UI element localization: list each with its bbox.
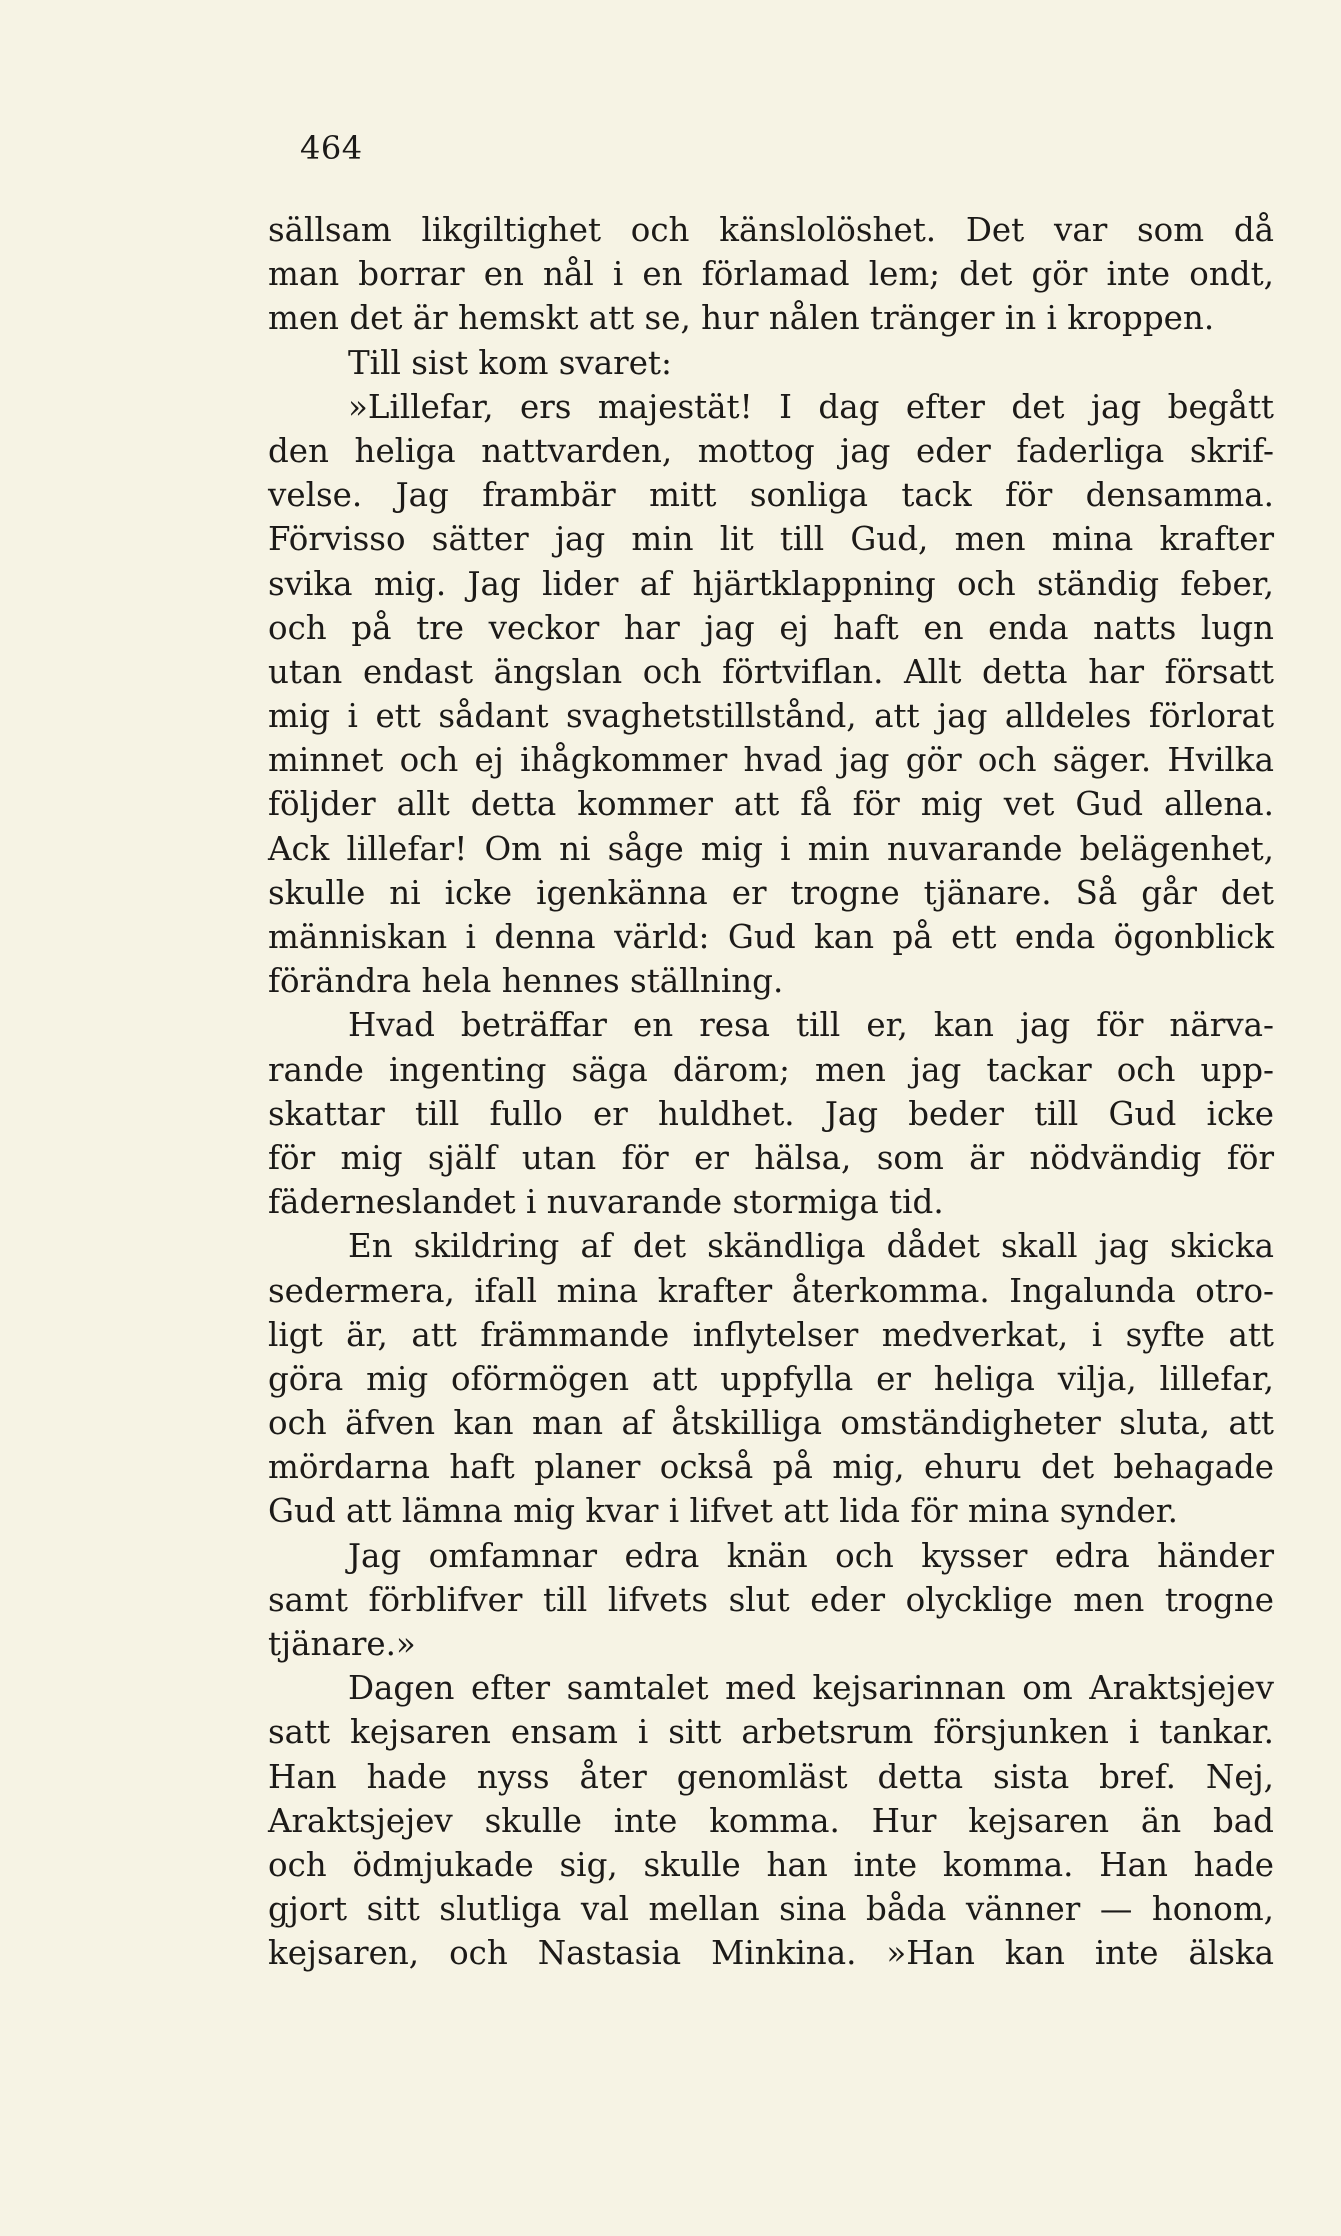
text-line: Han hade nyss åter genomläst detta sista bref. Nej,: [268, 1757, 1274, 1796]
text-line: Förvisso sätter jag min lit till Gud, men mina krafter: [268, 520, 1274, 559]
text-line: »Lillefar, ers majestät! I dag efter det jag begått: [348, 387, 1274, 426]
text-line: kejsaren, och Nastasia Minkina. »Han kan inte älska: [268, 1934, 1274, 1973]
text-line: Hvad beträffar en resa till er, kan jag för närva-: [348, 1006, 1274, 1045]
text-line: Araktsjejev skulle inte komma. Hur kejsaren än bad: [268, 1801, 1274, 1840]
text-line: skattar till fullo er huldhet. Jag beder till Gud icke: [268, 1094, 1274, 1133]
text-line: skulle ni icke igenkänna er trogne tjänare. Så går det: [268, 873, 1274, 912]
page-number: 464: [300, 129, 363, 167]
text-line: följder allt detta kommer att få för mig vet Gud allena.: [268, 785, 1274, 824]
text-line: samt förblifver till lifvets slut eder olycklige men trogne: [268, 1580, 1274, 1619]
text-line: tjänare.»: [268, 1625, 416, 1663]
text-line: och på tre veckor har jag ej haft en enda natts lugn: [268, 608, 1274, 647]
text-line: svika mig. Jag lider af hjärtklappning och ständig feber,: [268, 564, 1274, 603]
text-line: den heliga nattvarden, mottog jag eder faderliga skrif-: [268, 431, 1274, 470]
text-line: En skildring af det skändliga dådet skall jag skicka: [348, 1227, 1274, 1266]
text-line: Jag omfamnar edra knän och kysser edra händer: [348, 1536, 1274, 1575]
text-line: människan i denna värld: Gud kan på ett enda ögonblick: [268, 918, 1274, 956]
text-line: ligt är, att främmande inflytelser medverkat, i syfte att: [268, 1315, 1274, 1354]
text-line: Gud att lämna mig kvar i lifvet att lida för mina synder.: [268, 1492, 1178, 1531]
text-line: sällsam likgiltighet och känslolöshet. Det var som då: [268, 211, 1274, 249]
text-line: och ödmjukade sig, skulle han inte komma. Han hade: [268, 1845, 1274, 1884]
text-line: utan endast ängslan och förtviflan. Allt detta har försatt: [268, 652, 1274, 691]
text-line: mig i ett sådant svaghetstillstånd, att jag alldeles förlorat: [268, 697, 1274, 736]
text-line: Ack lillefar! Om ni såge mig i min nuvarande belägenhet,: [268, 829, 1274, 868]
text-line: velse. Jag frambär mitt sonliga tack för densamma.: [268, 476, 1274, 515]
text-line: och äfven kan man af åtskilliga omständigheter sluta, att: [268, 1404, 1274, 1443]
text-line: Dagen efter samtalet med kejsarinnan om Araktsjejev: [348, 1669, 1274, 1708]
text-line: men det är hemskt att se, hur nålen tränger in i kroppen.: [268, 299, 1215, 338]
text-line: man borrar en nål i en förlamad lem; det gör inte ondt,: [268, 255, 1274, 294]
text-line: minnet och ej ihågkommer hvad jag gör och säger. Hvilka: [268, 741, 1274, 780]
text-line: för mig själf utan för er hälsa, som är nödvändig för: [268, 1138, 1274, 1177]
text-line: mördarna haft planer också på mig, ehuru det behagade: [268, 1448, 1274, 1487]
text-line: Till sist kom svaret:: [348, 343, 672, 382]
body-text: [268, 208, 1274, 1976]
text-line: göra mig oförmögen att uppfylla er heliga vilja, lillefar,: [268, 1359, 1274, 1398]
text-line: satt kejsaren ensam i sitt arbetsrum försjunken i tankar.: [268, 1713, 1274, 1752]
text-line: gjort sitt slutliga val mellan sina båda vänner — honom,: [268, 1890, 1274, 1929]
text-line: förändra hela hennes ställning.: [268, 962, 784, 1001]
text-line: fäderneslandet i nuvarande stormiga tid.: [268, 1183, 944, 1222]
text-line: sedermera, ifall mina krafter återkomma. Ingalunda otro-: [268, 1271, 1274, 1310]
text-line: rande ingenting säga därom; men jag tackar och upp-: [268, 1050, 1274, 1089]
